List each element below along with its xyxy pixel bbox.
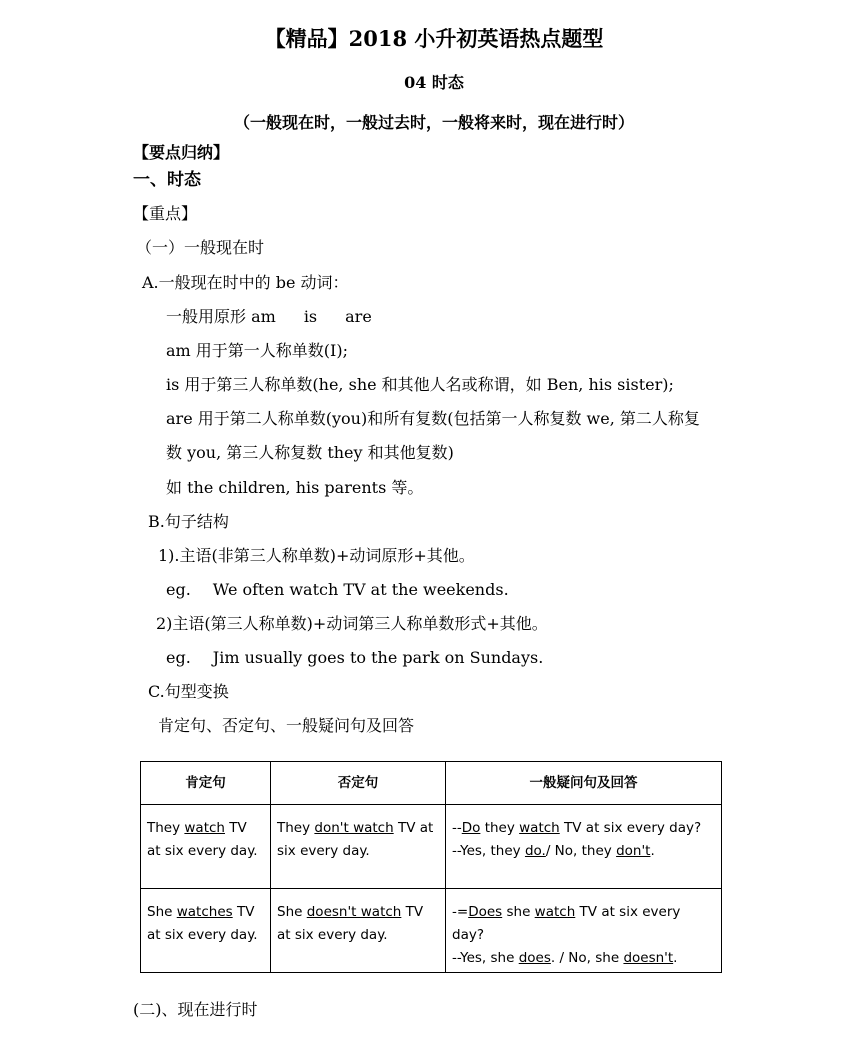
be-form-is: is bbox=[303, 307, 318, 326]
tense-scope: （一般现在时，一般过去时，一般将来时，现在进行时） bbox=[233, 113, 634, 132]
example-1 bbox=[166, 580, 509, 600]
present-continuous-heading: (二)、现在进行时 bbox=[133, 1000, 258, 1019]
be-verb-heading: A.一般现在时中的 be 动词： bbox=[142, 273, 349, 292]
header-affirmative: 肯定句 bbox=[141, 762, 271, 805]
are-rule-line-2: 数 you, 第三人称复数 they 和其他复数) bbox=[166, 443, 454, 462]
negative-cell: She doesn't watch TV at six every day. bbox=[271, 889, 446, 973]
is-rule: is 用于第三人称单数(he, she 和其他人名或称谓，如 Ben, his sister); bbox=[166, 375, 674, 394]
section-summary-heading: 【要点归纳】 bbox=[133, 143, 230, 162]
be-forms-lead: 一般用原形 am bbox=[166, 307, 276, 326]
simple-present-heading: （一）一般现在时 bbox=[136, 238, 265, 257]
question-cell bbox=[446, 889, 722, 973]
question-cell bbox=[446, 805, 722, 889]
affirmative-cell: She watches TV at six every day. bbox=[141, 889, 271, 973]
document-subtitle: 04 时态 bbox=[404, 73, 464, 92]
am-rule: am 用于第一人称单数(I); bbox=[166, 341, 348, 360]
example-sentence: We often watch TV at the weekends. bbox=[212, 580, 509, 599]
structure-rule-2: 2)主语(第三人称单数)+动词第三人称单数形式+其他。 bbox=[156, 614, 548, 633]
table-row bbox=[141, 889, 722, 973]
sentence-types-description: 肯定句、否定句、一般疑问句及回答 bbox=[158, 716, 415, 735]
are-rule-line-1: are 用于第二人称单数(you)和所有复数(包括第一人称复数 we, 第二人称复 bbox=[166, 409, 700, 428]
answer-line: --Yes, they do./ No, they don't. bbox=[452, 843, 655, 859]
table-row bbox=[141, 805, 722, 889]
negative-cell: They don't watch TV at six every day. bbox=[271, 805, 446, 889]
answer-line: --Yes, she does. / No, she doesn't. bbox=[452, 950, 678, 966]
question-line: --Do they watch TV at six every day? bbox=[452, 820, 702, 836]
document-title: 【精品】2018 小升初英语热点题型 bbox=[264, 26, 604, 51]
sentence-forms-table bbox=[140, 761, 722, 973]
example-sentence: Jim usually goes to the park on Sundays. bbox=[212, 648, 544, 667]
header-question: 一般疑问句及回答 bbox=[446, 762, 722, 805]
are-rule-line-3: 如 the children, his parents 等。 bbox=[166, 478, 424, 497]
structure-rule-1: 1).主语(非第三人称单数)+动词原形+其他。 bbox=[158, 546, 475, 565]
sentence-structure-heading: B.句子结构 bbox=[148, 512, 229, 531]
table-header-row bbox=[141, 762, 722, 805]
affirmative-cell: They watch TV at six every day. bbox=[141, 805, 271, 889]
question-line: -=Does she watch TV at six every day? bbox=[452, 904, 681, 943]
example-2 bbox=[166, 648, 543, 668]
header-negative: 否定句 bbox=[271, 762, 446, 805]
be-form-are: are bbox=[345, 307, 372, 326]
be-forms-line bbox=[166, 307, 372, 327]
example-label: eg. bbox=[166, 648, 191, 667]
part-one-heading: 一、时态 bbox=[133, 170, 201, 190]
key-point-heading: 【重点】 bbox=[133, 204, 198, 223]
example-label: eg. bbox=[166, 580, 191, 599]
sentence-transform-heading: C.句型变换 bbox=[148, 682, 229, 701]
